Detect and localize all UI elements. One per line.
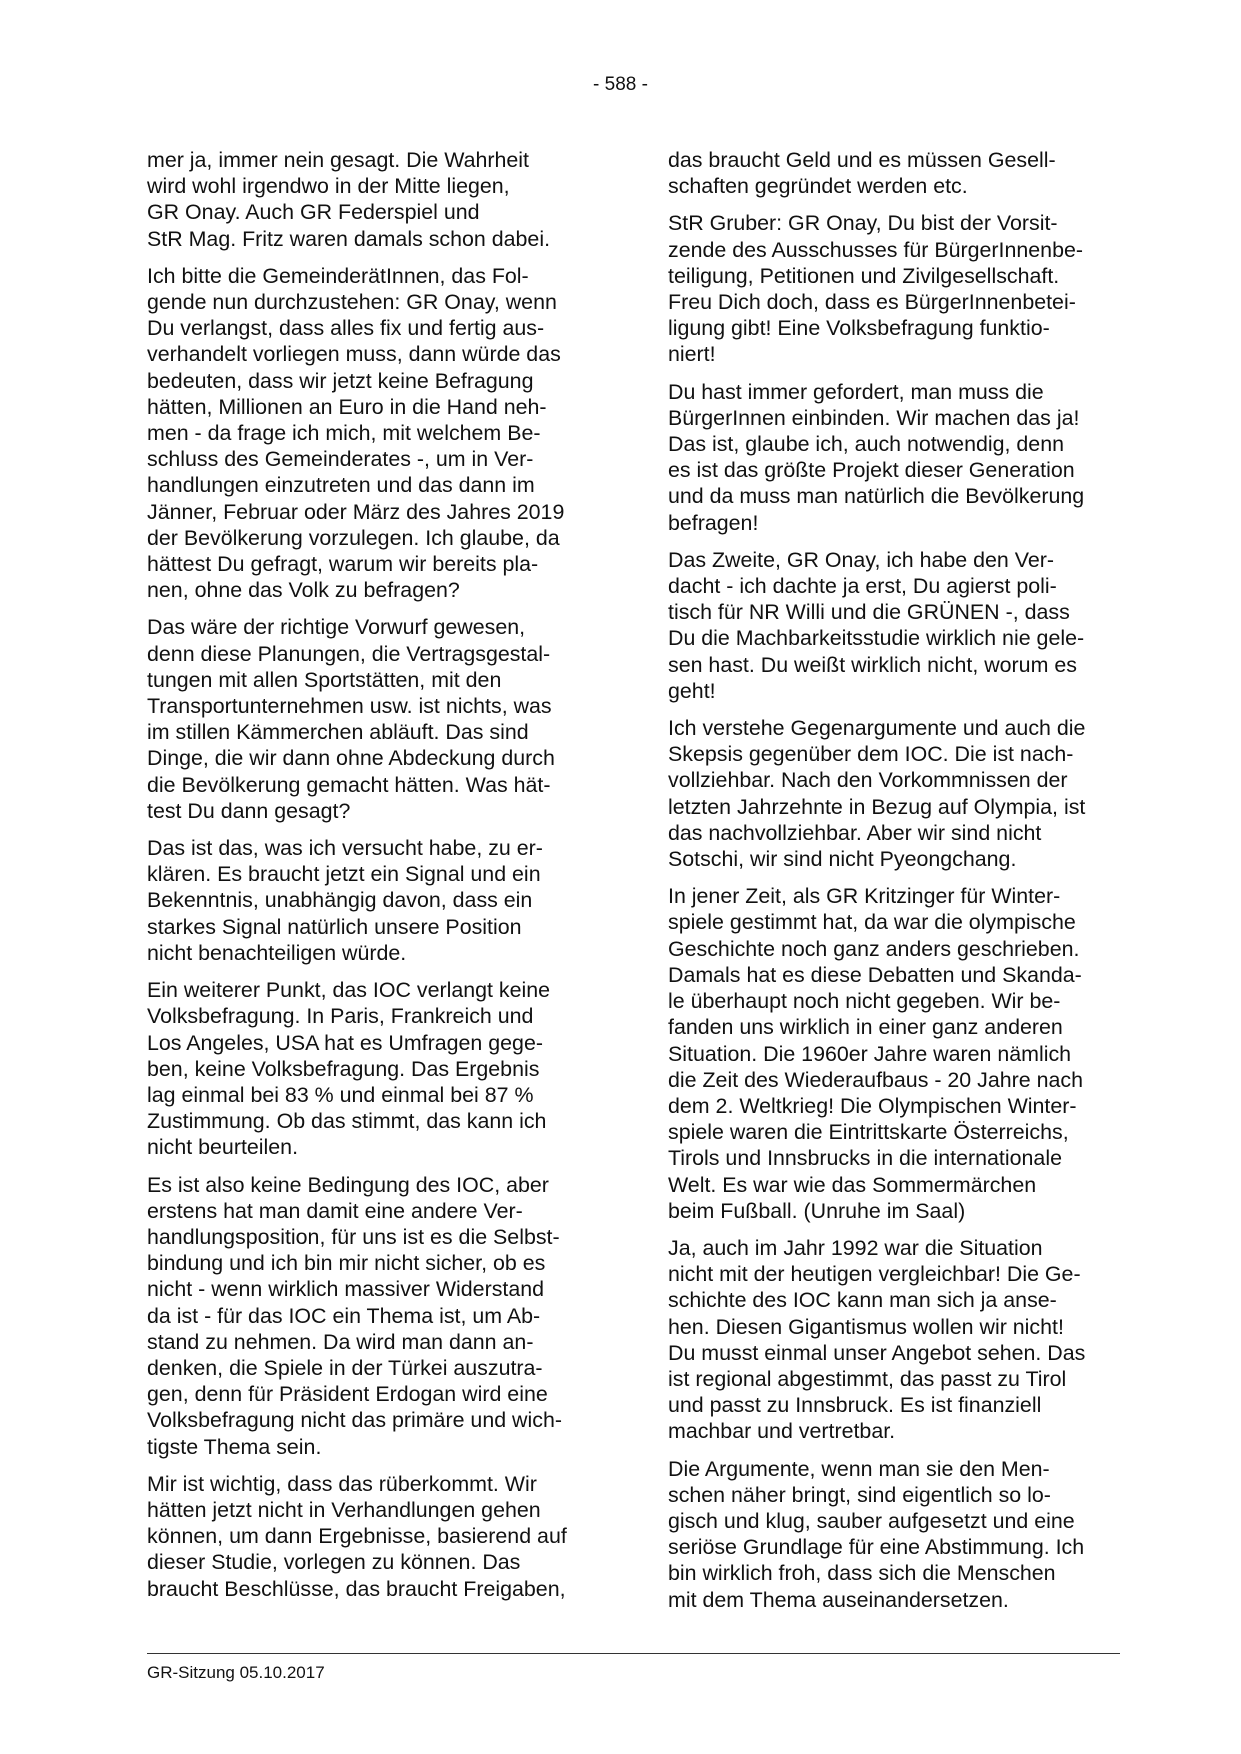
paragraph: StR Gruber: GR Onay, Du bist der Vorsit- zende des Ausschusses für BürgerInnenbe- teiligung, Petitionen und Zivilgesellschaft. Freu Dich doch, dass es BürgerInnenbetei- ligung gibt! Eine Volksbefragung funktio- niert! (668, 211, 1083, 367)
paragraph: Ich bitte die GemeinderätInnen, das Fol- gende nun durchzustehen: GR Onay, wenn Du verlangst, dass alles fix und fertig aus- verhandelt vorliegen muss, dann würde das bedeuten, dass wir jetzt keine Befragung hätten, Millionen an Euro in die Hand neh- men - da frage ich mich, mit welchem Be- schluss des Gemeinderates -, um in Ver- handlungen einzutreten und das dann im Jänner, Februar oder März des Jahres 2019 der Bevölkerung vorzulegen. Ich glaube, da hättest Du gefragt, warum wir bereits pla- nen, ohne das Volk zu befragen? (147, 263, 565, 603)
left-column (147, 147, 599, 1613)
paragraph: Mir ist wichtig, dass das rüberkommt. Wir hätten jetzt nicht in Verhandlungen gehen können, um dann Ergebnisse, basierend auf dieser Studie, vorlegen zu können. Das braucht Beschlüsse, das braucht Freigaben, (147, 1471, 567, 1601)
right-column (668, 147, 1120, 1624)
page-number: - 588 - (593, 74, 648, 95)
paragraph: In jener Zeit, als GR Kritzinger für Winter- spiele gestimmt hat, da war die olympische Geschichte noch ganz anders geschrieben. Damals hat es diese Debatten und Skanda- le überhaupt noch nicht gegeben. Wir be- fanden uns wirklich in einer ganz anderen Situation. Die 1960er Jahre waren nämlich die Zeit des Wiederaufbaus - 20 Jahre nach dem 2. Weltkrieg! Die Olympischen Winter- spiele waren die Eintrittskarte Österreichs, Tirols und Innsbrucks in die internationale Welt. Es war wie das Sommermärchen beim Fußball. (Unruhe im Saal) (668, 884, 1083, 1223)
paragraph: Du hast immer gefordert, man muss die BürgerInnen einbinden. Wir machen das ja! Das ist, glaube ich, auch notwendig, denn es ist das größte Projekt dieser Generation und da muss man natürlich die Bevölkerung befragen! (668, 379, 1085, 535)
paragraph: Ich verstehe Gegenargumente und auch die Skepsis gegenüber dem IOC. Die ist nach- vollziehbar. Nach den Vorkommnissen der letzten Jahrzehnte in Bezug auf Olympia, ist das nachvollziehbar. Aber wir sind nicht Sotschi, wir sind nicht Pyeongchang. (668, 716, 1086, 872)
paragraph: das braucht Geld und es müssen Gesell- schaften gegründet werden etc. (668, 148, 1056, 199)
paragraph: mer ja, immer nein gesagt. Die Wahrheit wird wohl irgendwo in der Mitte liegen, GR Onay. Auch GR Federspiel und StR Mag. Fritz waren damals schon dabei. (147, 148, 551, 251)
paragraph: Das ist das, was ich versucht habe, zu er- klären. Es braucht jetzt ein Signal und ein Bekenntnis, unabhängig davon, dass ein starkes Signal natürlich unsere Position nicht benachteiligen würde. (147, 836, 543, 965)
paragraph: Es ist also keine Bedingung des IOC, aber erstens hat man damit eine andere Ver- handlungsposition, für uns ist es die Selbst- bindung und ich bin mir nicht sicher, ob es nicht - wenn wirklich massiver Widerstand da ist - für das IOC ein Thema ist, um Ab- stand zu nehmen. Da wird man dann an- denken, die Spiele in der Türkei auszutra- gen, denn für Präsident Erdogan wird eine Volksbefragung nicht das primäre und wich- tigste Thema sein. (147, 1172, 562, 1459)
footer-divider (147, 1653, 1120, 1654)
paragraph: Das Zweite, GR Onay, ich habe den Ver- dacht - ich dachte ja erst, Du agierst poli- tisch für NR Willi und die GRÜNEN -, dass Du die Machbarkeitsstudie wirklich nie gele- sen hast. Du weißt wirklich nicht, worum es geht! (668, 547, 1085, 703)
paragraph: Das wäre der richtige Vorwurf gewesen, denn diese Planungen, die Vertragsgestal- tungen mit allen Sportstätten, mit den Transportunternehmen usw. ist nichts, was im stillen Kämmerchen abläuft. Das sind Dinge, die wir dann ohne Abdeckung durch die Bevölkerung gemacht hätten. Was hät- test Du dann gesagt? (147, 615, 555, 823)
paragraph: Ein weiterer Punkt, das IOC verlangt keine Volksbefragung. In Paris, Frankreich und Los Angeles, USA hat es Umfragen gege- ben, keine Volksbefragung. Das Ergebnis lag einmal bei 83 % und einmal bei 87 % Zustimmung. Ob das stimmt, das kann ich nicht beurteilen. (147, 978, 551, 1160)
paragraph: Ja, auch im Jahr 1992 war die Situation nicht mit der heutigen vergleichbar! Die Ge- schichte des IOC kann man sich ja anse- hen. Diesen Gigantismus wollen wir nicht! Du musst einmal unser Angebot sehen. Das ist regional abgestimmt, das passt zu Tirol und passt zu Innsbruck. Es ist finanziell machbar und vertretbar. (668, 1235, 1086, 1444)
footer-text: GR-Sitzung 05.10.2017 (147, 1663, 325, 1682)
paragraph: Die Argumente, wenn man sie den Men- schen näher bringt, sind eigentlich so lo- gisch und klug, sauber aufgesetzt und eine seriöse Grundlage für eine Abstimmung. Ich bin wirklich froh, dass sich die Menschen mit dem Thema auseinandersetzen. (668, 1456, 1085, 1612)
